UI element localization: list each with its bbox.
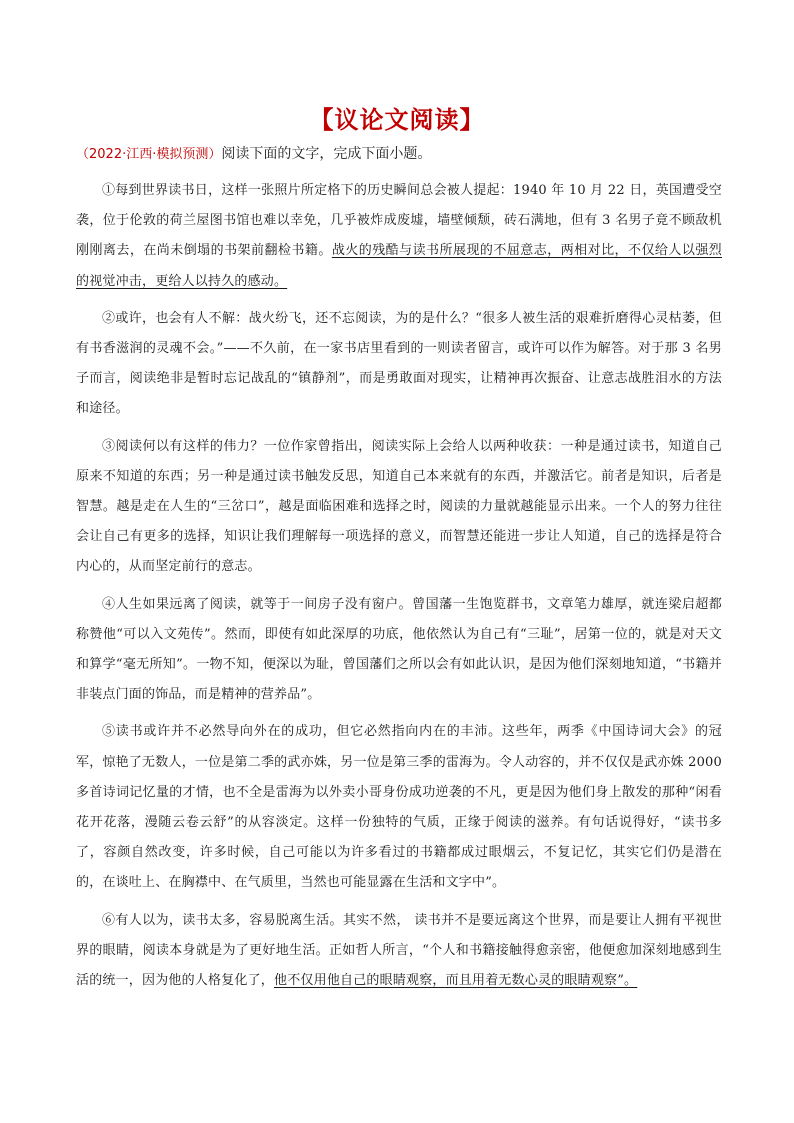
- paragraph-4: [76, 590, 722, 711]
- paragraph-text: ⑤读书或许并不必然导向外在的成功，但它必然指向内在的丰沛。这些年，两季《中国诗词大会》的冠军，惊艳了无数人，一位是第二季的武亦姝，另一位是第三季的雷海为。令人动容的，并不仅仅是武亦姝 2000 多首诗词记忆量的才情，也不全是雷海为以外卖小哥身份成功逆袭的不凡，更是因为他们身上散发的那种“闲看花开花落，漫随云卷云舒”的从容淡定。这样一份独特的气质，正缘于阅读的滋养。有句话说得好，“读书多了，容颜自然改变，许多时候，自己可能以为许多看过的书籍都成过眼烟云，不复记忆，其实它们仍是潜在的，在谈吐上、在胸襟中、在气质里，当然也可能显露在生活和文字中”。: [76, 724, 722, 891]
- paragraph-2: [76, 304, 722, 425]
- underlined-sentence: 他不仅用他自己的眼睛观察，而且用着无数心灵的眼睛观察”。: [274, 973, 638, 989]
- question-source: （2022·江西·模拟预测）: [76, 147, 222, 162]
- paragraph-6: [76, 906, 722, 997]
- question-instruction: 阅读下面的文字，完成下面小题。: [221, 146, 432, 162]
- paragraph-text: ②或许，也会有人不解：战火纷飞，还不忘阅读，为的是什么？“很多人被生活的艰难折磨得心灵枯萎，但有书香滋润的灵魂不会。”——不久前，在一家书店里看到的一则读者留言，或许可以作为解答。对于那 3 名男子而言，阅读绝非是暂时忘记战乱的“镇静剂”，而是勇敢面对现实，让精神再次振奋、让意志战胜泪水的方法和途径。: [76, 310, 722, 417]
- paragraph-text: ⑥有人以为，读书太多，容易脱离生活。其实不然， 读书并不是要远离这个世界，而是要让人拥有平视世界的眼睛，阅读本身就是为了更好地生活。正如哲人所言，“个人和书籍接触得愈亲密，他便愈加深刻地感到生活的统一，因为他的人格复化了，: [76, 912, 722, 989]
- paragraph-1: [76, 176, 722, 297]
- underlined-sentence: 战火的残酷与读书所展现的不屈意志，两相对比，不仅给人以强烈的视觉冲击，更给人以持久的感动。: [76, 243, 722, 289]
- article-body: [76, 176, 722, 1003]
- paragraph-text: ①每到世界读书日，这样一张照片所定格下的历史瞬间总会被人提起：1940 年 10 月 22 日，英国遭受空袭，位于伦敦的荷兰屋图书馆也难以幸免，几乎被炸成废墟，墙壁倾颓，砖石满地，但有 3 名男子竟不顾敌机刚刚离去，在尚未倒塌的书架前翻检书籍。: [76, 183, 722, 259]
- question-header: [76, 144, 726, 165]
- paragraph-5: [76, 717, 722, 898]
- paragraph-text: ④人生如果远离了阅读，就等于一间房子没有窗户。曾国藩一生饱览群书，文章笔力雄厚，就连梁启超都称赞他“可以入文苑传”。然而，即使有如此深厚的功底，他依然认为自己有“三耻”，居第一位的，就是对天文和算学“毫无所知”。一物不知，便深以为耻，曾国藩们之所以会有如此认识，是因为他们深刻地知道，“书籍并非装点门面的饰品，而是精神的营养品”。: [76, 596, 722, 703]
- page-title: 【议论文阅读】: [309, 106, 485, 134]
- paragraph-3: [76, 432, 722, 583]
- paragraph-text: ③阅读何以有这样的伟力？一位作家曾指出，阅读实际上会给人以两种收获：一种是通过读书，知道自己原来不知道的东西；另一种是通过读书触发反思，知道自己本来就有的东西，并激活它。前者是知识，后者是智慧。越是走在人生的“三岔口”，越是面临困难和选择之时，阅读的力量就越能显示出来。一个人的努力往往会让自己有更多的选择，知识让我们理解每一项选择的意义，而智慧还能进一步让人知道，自己的选择是符合内心的，从而坚定前行的意志。: [76, 438, 722, 575]
